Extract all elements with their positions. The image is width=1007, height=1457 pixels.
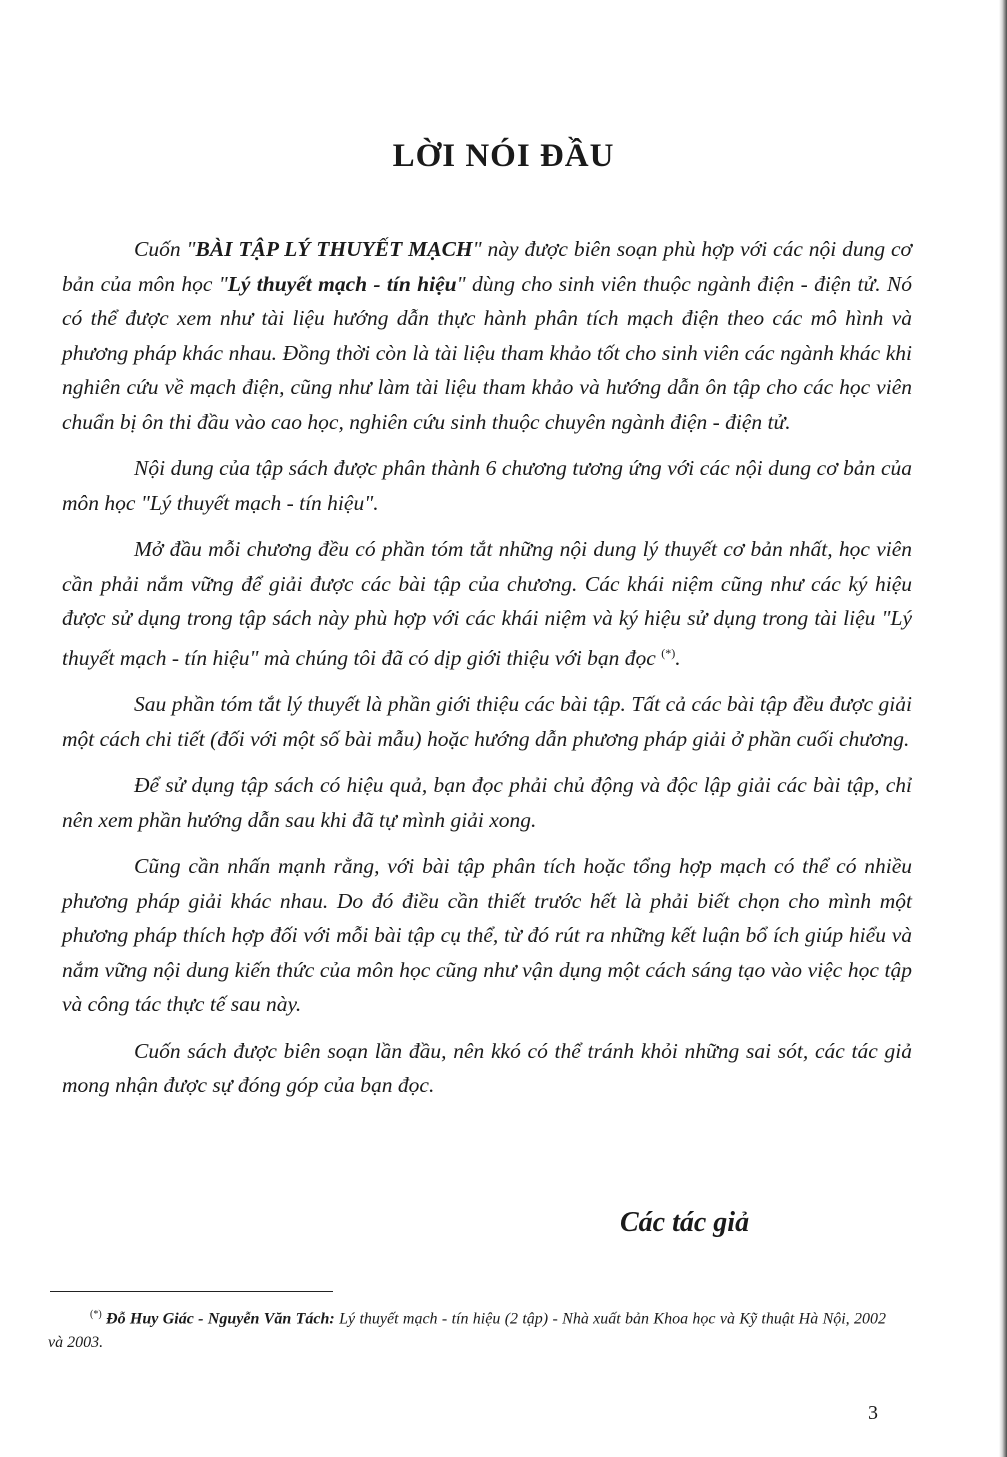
paragraph-6: Cũng cần nhấn mạnh rằng, với bài tập phân tích hoặc tổng hợp mạch có thể có nhiều phương pháp giải khác nhau. Do đó điều cần thiết trước hết là phải biết chọn cho mình một phương pháp thích hợp đối với mỗi bài tập cụ thể, từ đó rút ra những kết luận bổ ích giúp hiểu và nắm vững nội dung kiến thức của môn học cũng như vận dụng một cách sáng tạo vào việc học tập và công tác thực tế sau này. (62, 854, 912, 1017)
paragraph-4: Sau phần tóm tắt lý thuyết là phần giới thiệu các bài tập. Tất cả các bài tập đều được giải một cách chi tiết (đối với một số bài mẫu) hoặc hướng dẫn phương pháp giải ở phần cuối chương. (62, 692, 912, 751)
book-title: BÀI TẬP LÝ THUYẾT MẠCH (195, 237, 473, 261)
page-edge-shadow (999, 0, 1007, 1457)
course-title: Lý thuyết mạch - tín hiệu (227, 271, 457, 296)
footnote-divider (50, 1291, 333, 1292)
paragraph-2: Nội dung của tập sách được phân thành 6 chương tương ứng với các nội dung cơ bản của môn học "Lý thuyết mạch - tín hiệu". (62, 456, 912, 515)
footnote-mark: (*) (661, 645, 676, 660)
paragraph-5: Để sử dụng tập sách có hiệu quả, bạn đọc phải chủ động và độc lập giải các bài tập, chỉ nên xem phần hướng dẫn sau khi đã tự mình giải xong. (62, 773, 912, 832)
paragraph-3: Mở đầu mỗi chương đều có phần tóm tắt những nội dung lý thuyết cơ bản nhất, học viên cần phải nắm vững để giải được các bài tập của chương. Các khái niệm cũng như các ký hiệu được sử dụng trong tập sách này phù hợp với các khái niệm và ký hiệu sử dụng trong tài liệu "Lý thuyết mạch - tín hiệu" mà chúng tôi đã có dịp giới thiệu với bạn đọc (*). (62, 537, 912, 670)
preface-body (62, 232, 912, 1115)
paragraph-7: Cuốn sách được biên soạn lần đầu, nên kkó có thể tránh khỏi những sai sót, các tác giả mong nhận được sự đóng góp của bạn đọc. (62, 1038, 912, 1098)
page-title: LỜI NÓI ĐẦU (392, 138, 615, 174)
footnote (48, 1303, 886, 1355)
page-number: 3 (868, 1402, 878, 1424)
footnote-authors: Đỗ Huy Giác - Nguyễn Văn Tách: (106, 1310, 335, 1328)
signature: Các tác giả (620, 1207, 750, 1238)
paragraph-1: Cuốn "BÀI TẬP LÝ THUYẾT MẠCH" này được biên soạn phù hợp với các nội dung cơ bản của môn học "Lý thuyết mạch - tín hiệu" dùng cho sinh viên thuộc ngành điện - điện tử. Nó có thể được xem như tài liệu hướng dẫn thực hành phân tích mạch điện theo các mô hình và phương pháp khác nhau. Đồng thời còn là tài liệu tham khảo tốt cho sinh viên các ngành khác khi nghiên cứu về mạch điện, cũng như làm tài liệu tham khảo và hướng dẫn ôn tập cho các học viên chuẩn bị ôn thi đầu vào cao học, nghiên cứu sinh thuộc chuyên ngành điện - điện tử. (62, 237, 913, 434)
footnote-text: Lý thuyết mạch - tín hiệu (2 tập) - Nhà xuất bản Khoa học và Kỹ thuật Hà Nội, 2002 và 2003. (48, 1310, 887, 1352)
footnote-marker: (*) (90, 1309, 102, 1320)
